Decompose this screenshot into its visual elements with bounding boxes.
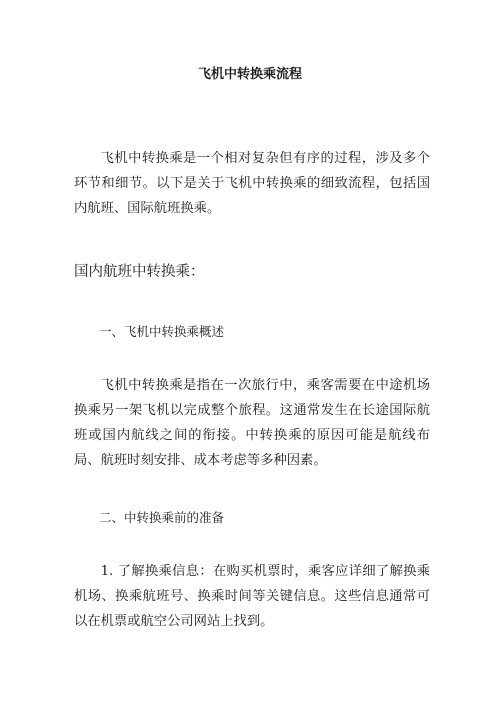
document-title: 飞机中转换乘流程 bbox=[197, 67, 302, 82]
preparation-item-1: 1. 了解换乘信息：在购买机票时，乘客应详细了解换乘机场、换乘航班号、换乘时间等关键信息。这些信息通常可以在机票或航空公司网站上找到。 bbox=[74, 564, 430, 629]
subheading-preparation: 二、中转换乘前的准备 bbox=[99, 510, 225, 525]
overview-paragraph: 飞机中转换乘是指在一次旅行中，乘客需要在中途机场换乘另一架飞机以完成整个旅程。这通常发生在长途国际航班或国内航线之间的衔接。中转换乘的原因可能是航线布局、航班时刻安排、成本考虑等多种因素。 bbox=[74, 378, 430, 468]
section-heading-domestic: 国内航班中转换乘： bbox=[74, 264, 205, 280]
intro-paragraph: 飞机中转换乘是一个相对复杂但有序的过程，涉及多个环节和细节。以下是关于飞机中转换乘的细致流程，包括国内航班、国际航班换乘。 bbox=[74, 151, 430, 216]
subheading-overview: 一、飞机中转换乘概述 bbox=[99, 324, 225, 339]
